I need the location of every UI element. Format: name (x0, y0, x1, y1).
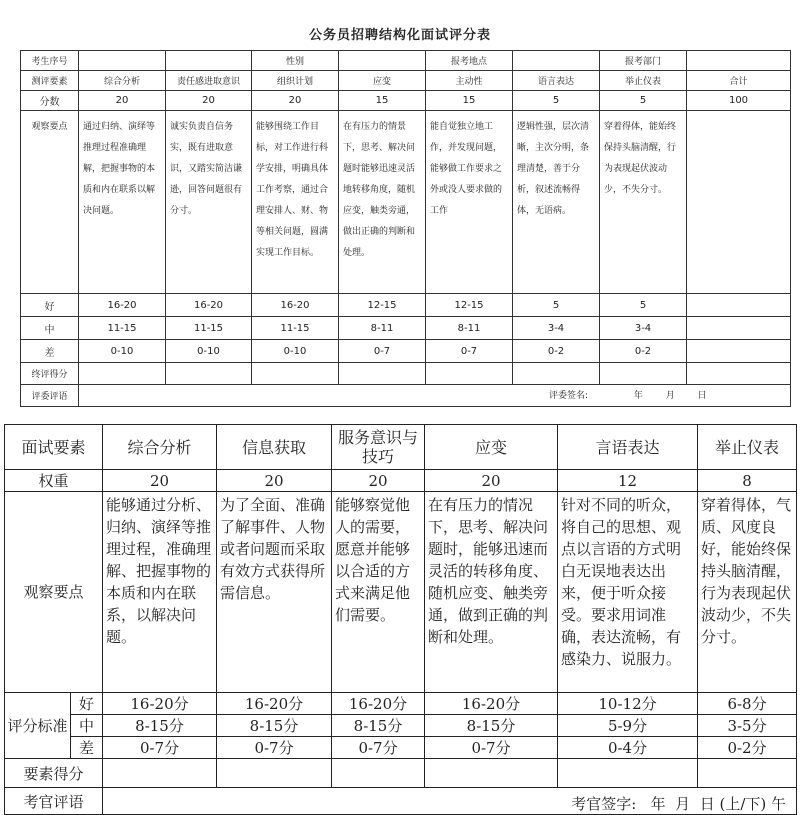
score-cell: 5 (600, 91, 687, 111)
scoring-table-2 (4, 424, 797, 815)
element-score-field[interactable] (558, 759, 698, 788)
final-score-field[interactable] (339, 363, 426, 385)
header-cell: 合计 (687, 71, 791, 91)
level-label: 中 (71, 715, 103, 737)
level-cell: 0-2分 (698, 737, 797, 759)
level-cell: 16-20分 (217, 693, 332, 715)
score-cell: 100 (687, 91, 791, 111)
comment-field[interactable] (79, 385, 791, 407)
level-label: 差 (71, 737, 103, 759)
level-cell: 0-7分 (425, 737, 558, 759)
score-cell: 15 (426, 91, 513, 111)
level-cell: 11-15 (166, 317, 252, 340)
level-row-poor (5, 737, 797, 759)
final-score-field[interactable] (79, 363, 166, 385)
position-place-field[interactable] (513, 51, 600, 71)
score-cell: 20 (252, 91, 339, 111)
level-cell: 11-15 (252, 317, 339, 340)
weight-label: 权重 (5, 470, 103, 492)
level-label: 好 (71, 693, 103, 715)
level-cell: 0-7分 (103, 737, 217, 759)
score-cell: 5 (513, 91, 600, 111)
weight-cell: 20 (217, 470, 332, 492)
header-cell: 信息获取 (217, 425, 332, 470)
observation-cell: 针对不同的听众，将自己的思想、观点以言语的方式明白无误地表达出来，便于听众接受。要求用词准确，表达流畅，有感染力、说服力。 (558, 492, 698, 693)
weight-cell: 8 (698, 470, 797, 492)
signature-line: 评委签名: 年 月 日 (549, 391, 707, 401)
final-score-field[interactable] (600, 363, 687, 385)
level-label: 差 (21, 340, 79, 363)
element-score-field[interactable] (103, 759, 217, 788)
level-cell: 8-15分 (103, 715, 217, 737)
header-cell: 面试要素 (5, 425, 103, 470)
weight-row (5, 470, 797, 492)
level-cell: 0-4分 (558, 737, 698, 759)
level-cell: 0-7分 (217, 737, 332, 759)
level-cell: 8-15分 (425, 715, 558, 737)
header-cell: 综合分析 (79, 71, 166, 91)
header-cell: 举止仪表 (698, 425, 797, 470)
header-cell: 应变 (425, 425, 558, 470)
signature-line: 考官签字: 年 月 日 (上/下) 午 (571, 795, 787, 813)
level-cell: 16-20 (252, 294, 339, 317)
element-score-field[interactable] (698, 759, 797, 788)
level-cell (687, 340, 791, 363)
final-score-field[interactable] (166, 363, 252, 385)
final-score-label: 终评得分 (21, 363, 79, 385)
level-cell: 8-11 (339, 317, 426, 340)
level-cell: 0-2 (600, 340, 687, 363)
final-score-field[interactable] (513, 363, 600, 385)
scoring-table-1 (20, 50, 791, 407)
observation-cell: 能够通过分析、归纳、演绎等推理过程，准确理解、把握事物的本质和内在联系，以解决问题。 (103, 492, 217, 693)
level-cell: 5 (513, 294, 600, 317)
weight-cell: 20 (332, 470, 425, 492)
score-label: 分数 (21, 91, 79, 111)
header-cell: 举止仪表 (600, 71, 687, 91)
observation-cell: 诚实负责自信务实，既有进取意识，又踏实简洁谦逊，回答问题很有分寸。 (166, 111, 252, 294)
element-score-field[interactable] (217, 759, 332, 788)
observation-label: 观察要点 (5, 492, 103, 693)
observation-cell: 在有压力的情景下，思考、解决问题时能够迅速灵活地转移角度，随机应变，触类旁通，做出正确的判断和处理。 (339, 111, 426, 294)
level-cell: 16-20分 (425, 693, 558, 715)
position-place-label: 报考地点 (426, 51, 513, 71)
header-cell: 言语表达 (558, 425, 698, 470)
observation-cell: 为了全面、准确了解事件、人物或者问题而采取有效方式获得所需信息。 (217, 492, 332, 693)
level-cell: 12-15 (339, 294, 426, 317)
comment-row (5, 788, 797, 815)
observation-cell: 穿着得体，气质、风度良好，能始终保持头脑清醒，行为表现起伏波动少，不失分寸。 (698, 492, 797, 693)
weight-cell: 12 (558, 470, 698, 492)
level-cell: 0-10 (166, 340, 252, 363)
observation-label: 观察要点 (21, 111, 79, 294)
level-cell: 16-20分 (332, 693, 425, 715)
department-field[interactable] (687, 51, 791, 71)
level-cell: 10-12分 (558, 693, 698, 715)
weight-cell: 20 (425, 470, 558, 492)
observation-cell: 穿着得体，能始终保持头脑清醒，行为表现起伏波动少，不失分寸。 (600, 111, 687, 294)
level-cell: 6-8分 (698, 693, 797, 715)
gender-label: 性别 (252, 51, 339, 71)
comment-label: 评委评语 (21, 385, 79, 407)
level-cell: 3-4 (600, 317, 687, 340)
level-cell: 3-5分 (698, 715, 797, 737)
observation-cell: 在有压力的情况下，思考、解决问题时，能够迅速而灵活的转移角度、随机应变、触类旁通，做到正确的判断和处理。 (425, 492, 558, 693)
score-row (21, 91, 791, 111)
level-cell: 0-7 (339, 340, 426, 363)
element-score-field[interactable] (425, 759, 558, 788)
observation-row (21, 111, 791, 294)
score-cell: 20 (79, 91, 166, 111)
level-cell: 0-7分 (332, 737, 425, 759)
level-cell: 0-10 (79, 340, 166, 363)
header-cell: 组织计划 (252, 71, 339, 91)
level-cell: 0-2 (513, 340, 600, 363)
score-cell: 20 (166, 91, 252, 111)
header-cell: 测评要素 (21, 71, 79, 91)
level-row-good (21, 294, 791, 317)
level-cell: 8-11 (426, 317, 513, 340)
element-score-field[interactable] (332, 759, 425, 788)
level-row-medium (5, 715, 797, 737)
element-score-label: 要素得分 (5, 759, 103, 788)
header-cell: 主动性 (426, 71, 513, 91)
level-cell: 3-4 (513, 317, 600, 340)
level-cell: 8-15分 (332, 715, 425, 737)
level-cell: 16-20 (166, 294, 252, 317)
level-cell: 5-9分 (558, 715, 698, 737)
header-cell: 服务意识与技巧 (332, 425, 425, 470)
observation-row (5, 492, 797, 693)
level-cell: 11-15 (79, 317, 166, 340)
scoring-form-civil-servant (20, 22, 780, 407)
level-cell: 0-10 (252, 340, 339, 363)
level-cell (687, 294, 791, 317)
comment-label: 考官评语 (5, 788, 103, 815)
header-cell: 应变 (339, 71, 426, 91)
level-cell: 16-20 (79, 294, 166, 317)
level-cell: 12-15 (426, 294, 513, 317)
level-row-poor (21, 340, 791, 363)
level-row-good (5, 693, 797, 715)
candidate-no-field[interactable] (79, 51, 166, 71)
observation-cell: 逻辑性强，层次清晰，主次分明，条理清楚，善于分析，叙述流畅得体，无语病。 (513, 111, 600, 294)
level-label: 好 (21, 294, 79, 317)
final-score-field[interactable] (687, 363, 791, 385)
level-cell: 0-7 (426, 340, 513, 363)
header-cell: 语言表达 (513, 71, 600, 91)
level-cell: 5 (600, 294, 687, 317)
candidate-no-label: 考生序号 (21, 51, 79, 71)
header-row (5, 425, 797, 470)
header-cell: 责任感进取意识 (166, 71, 252, 91)
final-score-field[interactable] (426, 363, 513, 385)
standard-label: 评分标准 (5, 693, 71, 759)
level-cell: 16-20分 (103, 693, 217, 715)
form-title: 公务员招聘结构化面试评分表 (308, 28, 491, 43)
info-row (21, 51, 791, 71)
observation-cell: 能够围绕工作目标，对工作进行科学安排，明确具体工作考察，通过合理安排人、财、物等相关问题，圆满实现工作目标。 (252, 111, 339, 294)
observation-cell: 通过归纳、演绎等推理过程准确理解，把握事物的本质和内在联系以解决问题。 (79, 111, 166, 294)
level-cell: 8-15分 (217, 715, 332, 737)
score-cell: 15 (339, 91, 426, 111)
final-score-row (21, 363, 791, 385)
element-score-row (5, 759, 797, 788)
level-row-medium (21, 317, 791, 340)
weight-cell: 20 (103, 470, 217, 492)
comment-row (21, 385, 791, 407)
final-score-field[interactable] (252, 363, 339, 385)
observation-cell (687, 111, 791, 294)
observation-cell: 能自觉独立地工作，并发现问题，能够做工作要求之外或没人要求做的工作 (426, 111, 513, 294)
header-cell: 综合分析 (103, 425, 217, 470)
comment-field[interactable] (103, 788, 797, 815)
department-label: 报考部门 (600, 51, 687, 71)
level-cell (687, 317, 791, 340)
level-label: 中 (21, 317, 79, 340)
blank-cell (166, 51, 252, 71)
gender-field[interactable] (339, 51, 426, 71)
header-row (21, 71, 791, 91)
observation-cell: 能够察觉他人的需要，愿意并能够以合适的方式来满足他们需要。 (332, 492, 425, 693)
